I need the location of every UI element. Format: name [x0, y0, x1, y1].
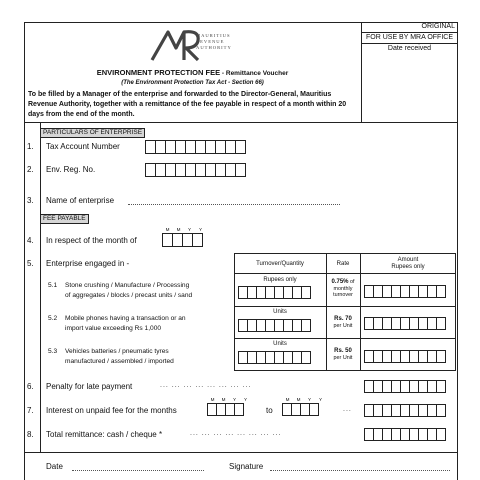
- footer-divider: [24, 452, 458, 453]
- signature-label: Signature: [229, 462, 264, 471]
- logo-line-3: AUTHORITY: [196, 45, 232, 50]
- instruction-text: To be filled by a Manager of the enterprise and forwarded to the Director-General, Mauritius Revenue Authority, together with a remittance of the fee payable in respect of a month within 20 days from the end of the month.: [28, 91, 347, 118]
- fee-table-head-divider: [234, 273, 456, 274]
- row-5-3-amount-input[interactable]: [364, 350, 445, 364]
- row-5-1-turnover-input[interactable]: [238, 286, 310, 300]
- form-title-suffix: - Remittance Voucher: [220, 70, 289, 77]
- row-5-3-text-1: Vehicles batteries / pneumatic tyres: [65, 348, 169, 355]
- item-2-number: 2.: [27, 165, 34, 174]
- tax-account-label: Tax Account Number: [46, 142, 120, 151]
- total-amount-input[interactable]: [364, 428, 445, 442]
- interest-amount-input[interactable]: [364, 404, 445, 418]
- row-5-3-rate-per-unit: per Unit: [333, 354, 353, 361]
- original-label: ORIGINAL: [361, 22, 458, 33]
- row-5-3-rate-value: Rs. 50: [334, 348, 352, 354]
- row-5-1-text-2: of aggregates / blocks / precast units / sand: [65, 292, 193, 299]
- row-5-2-units-input[interactable]: [238, 319, 310, 333]
- row-5-1-number: 5.1: [48, 282, 58, 289]
- date-received-label: Date received: [387, 45, 432, 52]
- logo-line-2: REVENUE: [196, 39, 225, 44]
- fee-payable-tag: FEE PAYABLE: [40, 214, 89, 224]
- signature-input[interactable]: [270, 470, 450, 471]
- month-mmyy-header: M M Y Y: [165, 227, 203, 232]
- item-4-number: 4.: [27, 236, 34, 245]
- interest-from-month-input[interactable]: [207, 403, 243, 417]
- row-5-1-description: [65, 281, 192, 301]
- enterprise-engaged-label: Enterprise engaged in -: [46, 259, 130, 268]
- particulars-tag: PARTICULARS OF ENTERPRISE: [40, 128, 145, 138]
- total-leaders: ... ... ... ... ... ... ... ...: [190, 430, 282, 437]
- enterprise-name-label: Name of enterprise: [46, 196, 115, 205]
- row-5-1-rate: [326, 279, 360, 299]
- item-3-number: 3.: [27, 196, 34, 205]
- interest-to-mmyy-header: M M Y Y: [285, 397, 323, 402]
- item-8-number: 8.: [27, 430, 34, 439]
- env-reg-label: Env. Reg. No.: [46, 165, 96, 174]
- item-6-number: 6.: [27, 382, 34, 391]
- env-reg-input[interactable]: [145, 163, 245, 177]
- date-label: Date: [46, 462, 63, 471]
- row-5-1-rate-value: 0.75%: [331, 279, 349, 285]
- row-5-3-description: [65, 347, 174, 367]
- amount-header-line-2: Rupees only: [391, 264, 425, 270]
- row-5-3-text-2: manufactured / assembled / imported: [65, 358, 174, 365]
- penalty-leaders: ... ... ... ... ... ... ... ...: [160, 382, 252, 389]
- row-5-2-rate-per-unit: per Unit: [333, 322, 353, 329]
- office-divider: [361, 22, 362, 122]
- row-5-2-description: [65, 314, 186, 334]
- row-5-2-rate-value: Rs. 70: [334, 316, 352, 322]
- item-1-number: 1.: [27, 142, 34, 151]
- tax-account-input[interactable]: [145, 140, 245, 154]
- row-5-2-rate: [326, 316, 360, 329]
- interest-from-mmyy-header: M M Y Y: [210, 397, 248, 402]
- row-5-1-rate-turnover: turnover: [333, 292, 353, 298]
- row-5-2-number: 5.2: [48, 315, 58, 322]
- row-5-1-amount-input[interactable]: [364, 285, 445, 299]
- rate-column-header: Rate: [336, 261, 350, 267]
- row-5-3-unit: Units: [273, 341, 287, 347]
- amount-header-line-1: Amount: [397, 257, 419, 263]
- row-5-1-rate-of: of: [348, 279, 355, 285]
- number-column-divider: [40, 122, 41, 452]
- interest-label: Interest on unpaid fee for the months: [46, 406, 177, 415]
- amount-column-header: [360, 257, 456, 271]
- form-title: [24, 68, 361, 77]
- row-5-2-unit: Units: [273, 309, 287, 315]
- month-input[interactable]: [162, 233, 202, 247]
- fee-table-row-divider-2: [234, 338, 456, 339]
- interest-leaders: ...: [343, 406, 352, 413]
- row-5-1-rate-monthly: monthly: [333, 285, 353, 292]
- item-5-number: 5.: [27, 259, 34, 268]
- header-divider: [24, 122, 458, 123]
- row-5-3-number: 5.3: [48, 348, 58, 355]
- turnover-column-header: Turnover/Quantity: [256, 261, 304, 267]
- month-label: In respect of the month of: [46, 236, 137, 245]
- for-use-label: FOR USE BY MRA OFFICE: [361, 33, 458, 44]
- row-5-2-amount-input[interactable]: [364, 317, 445, 331]
- fee-table-row-divider-1: [234, 306, 456, 307]
- act-reference: (The Environment Protection Tax Act - Section 66): [121, 80, 264, 86]
- row-5-1-unit: Rupees only: [263, 277, 297, 283]
- date-input[interactable]: [72, 470, 204, 471]
- logo-wordmark: [196, 33, 232, 51]
- row-5-2-text-2: import value exceeding Rs 1,000: [65, 325, 162, 332]
- office-use-box: [361, 22, 458, 53]
- row-5-3-rate: [326, 348, 360, 361]
- row-5-2-text-1: Mobile phones having a transaction or an: [65, 315, 186, 322]
- total-remittance-label: Total remittance: cash / cheque *: [46, 430, 163, 439]
- row-5-3-units-input[interactable]: [238, 351, 310, 365]
- penalty-label: Penalty for late payment: [46, 382, 133, 391]
- interest-to-month-input[interactable]: [282, 403, 318, 417]
- penalty-amount-input[interactable]: [364, 380, 445, 394]
- enterprise-name-input[interactable]: [128, 204, 340, 205]
- interest-to-label: to: [266, 406, 273, 415]
- form-title-main: ENVIRONMENT PROTECTION FEE: [96, 68, 221, 77]
- row-5-1-text-1: Stone crushing / Manufacture / Processing: [65, 282, 190, 289]
- item-7-number: 7.: [27, 406, 34, 415]
- logo-line-1: MAURITIUS: [196, 33, 231, 38]
